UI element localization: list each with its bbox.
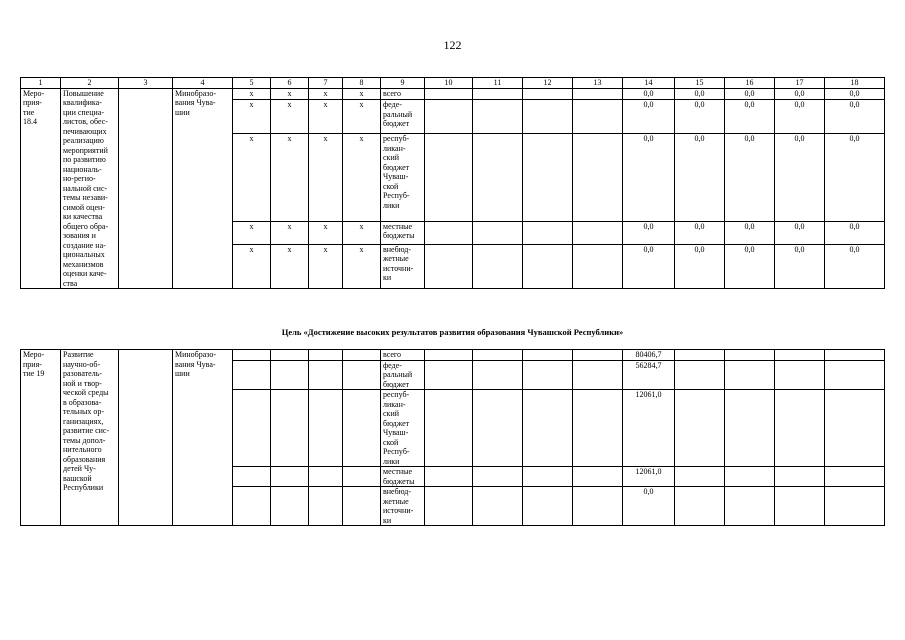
empty-cell bbox=[425, 467, 473, 487]
value-v17 bbox=[775, 390, 825, 467]
value-v18: 0,0 bbox=[825, 244, 885, 288]
code-cell: х bbox=[343, 134, 381, 222]
funding-source: местные бюджеты bbox=[381, 467, 425, 487]
empty-cell bbox=[473, 100, 523, 134]
funding-source: внебюд- жетные источни- ки bbox=[381, 244, 425, 288]
col-3 bbox=[119, 88, 173, 289]
value-v17 bbox=[775, 487, 825, 526]
value-v17: 0,0 bbox=[775, 244, 825, 288]
value-v17: 0,0 bbox=[775, 221, 825, 244]
value-v15 bbox=[675, 360, 725, 390]
activity-code: Меро- прия- тие 18.4 bbox=[21, 88, 61, 289]
header-col-13: 13 bbox=[573, 78, 623, 89]
funding-source: всего bbox=[381, 88, 425, 100]
code-cell bbox=[271, 467, 309, 487]
empty-cell bbox=[523, 350, 573, 361]
value-v17: 0,0 bbox=[775, 100, 825, 134]
header-col-18: 18 bbox=[825, 78, 885, 89]
value-v18: 0,0 bbox=[825, 221, 885, 244]
funding-source: феде- ральный бюджет bbox=[381, 360, 425, 390]
code-cell: х bbox=[309, 244, 343, 288]
value-v14: 56284,7 bbox=[623, 360, 675, 390]
empty-cell bbox=[425, 88, 473, 100]
column-number-row bbox=[21, 78, 885, 89]
empty-cell bbox=[425, 390, 473, 467]
empty-cell bbox=[573, 390, 623, 467]
empty-cell bbox=[573, 221, 623, 244]
header-col-4: 4 bbox=[173, 78, 233, 89]
value-v14: 12061,0 bbox=[623, 390, 675, 467]
value-v16 bbox=[725, 350, 775, 361]
empty-cell bbox=[523, 360, 573, 390]
empty-cell bbox=[425, 221, 473, 244]
empty-cell bbox=[523, 100, 573, 134]
code-cell: х bbox=[343, 221, 381, 244]
code-cell bbox=[343, 487, 381, 526]
header-col-2: 2 bbox=[61, 78, 119, 89]
code-cell: х bbox=[271, 221, 309, 244]
code-cell: х bbox=[233, 88, 271, 100]
code-cell: х bbox=[309, 221, 343, 244]
empty-cell bbox=[523, 487, 573, 526]
empty-cell bbox=[523, 221, 573, 244]
code-cell: х bbox=[343, 244, 381, 288]
value-v14: 80406,7 bbox=[623, 350, 675, 361]
value-v17 bbox=[775, 360, 825, 390]
value-v15: 0,0 bbox=[675, 100, 725, 134]
table-row bbox=[21, 88, 885, 100]
code-cell bbox=[309, 467, 343, 487]
header-col-14: 14 bbox=[623, 78, 675, 89]
value-v15 bbox=[675, 350, 725, 361]
value-v17 bbox=[775, 350, 825, 361]
value-v16 bbox=[725, 467, 775, 487]
value-v15 bbox=[675, 487, 725, 526]
value-v16 bbox=[725, 360, 775, 390]
value-v17 bbox=[775, 467, 825, 487]
empty-cell bbox=[573, 100, 623, 134]
code-cell bbox=[233, 390, 271, 467]
code-cell bbox=[233, 467, 271, 487]
activity-name: Повышение квалифика- ции специа- листов, обес- печивающих реализацию мероприятий по развитию националь- но-регио- нальной сис- темы незави- симой оцен- ки качества общего обра- зования и создание на- циональных механизмов оценки каче- ства bbox=[61, 88, 119, 289]
value-v14: 0,0 bbox=[623, 244, 675, 288]
value-v15: 0,0 bbox=[675, 221, 725, 244]
empty-cell bbox=[523, 467, 573, 487]
value-v14: 0,0 bbox=[623, 88, 675, 100]
empty-cell bbox=[473, 88, 523, 100]
code-cell: х bbox=[233, 244, 271, 288]
code-cell bbox=[309, 360, 343, 390]
empty-cell bbox=[473, 487, 523, 526]
header-col-7: 7 bbox=[309, 78, 343, 89]
header-col-6: 6 bbox=[271, 78, 309, 89]
activity-name: Развитие научно-об- разователь- ной и твор- ческой среды в образова- тельных ор- ганизациях, развитие сис- темы допол- нительного образования детей Чу- вашской Республики bbox=[61, 350, 119, 526]
code-cell bbox=[343, 390, 381, 467]
header-col-15: 15 bbox=[675, 78, 725, 89]
value-v16: 0,0 bbox=[725, 134, 775, 222]
value-v17: 0,0 bbox=[775, 88, 825, 100]
code-cell bbox=[233, 487, 271, 526]
code-cell: х bbox=[271, 88, 309, 100]
header-col-12: 12 bbox=[523, 78, 573, 89]
empty-cell bbox=[523, 134, 573, 222]
activity-code: Меро- прия- тие 19 bbox=[21, 350, 61, 526]
empty-cell bbox=[425, 100, 473, 134]
header-col-5: 5 bbox=[233, 78, 271, 89]
value-v15: 0,0 bbox=[675, 88, 725, 100]
code-cell bbox=[271, 390, 309, 467]
empty-cell bbox=[523, 244, 573, 288]
code-cell bbox=[309, 390, 343, 467]
value-v15: 0,0 bbox=[675, 134, 725, 222]
empty-cell bbox=[473, 390, 523, 467]
code-cell bbox=[309, 350, 343, 361]
value-v15: 0,0 bbox=[675, 244, 725, 288]
empty-cell bbox=[473, 360, 523, 390]
header-col-1: 1 bbox=[21, 78, 61, 89]
table-row bbox=[21, 350, 885, 361]
header-col-17: 17 bbox=[775, 78, 825, 89]
code-cell bbox=[343, 350, 381, 361]
empty-cell bbox=[425, 360, 473, 390]
page-number: 122 bbox=[443, 38, 462, 52]
empty-cell bbox=[473, 467, 523, 487]
value-v18: 0,0 bbox=[825, 100, 885, 134]
col-3 bbox=[119, 350, 173, 526]
funding-source: всего bbox=[381, 350, 425, 361]
code-cell bbox=[309, 487, 343, 526]
funding-source: респуб- ликан- ский бюджет Чуваш- ской Респуб- лики bbox=[381, 390, 425, 467]
funding-source: местные бюджеты bbox=[381, 221, 425, 244]
funding-source: респуб- ликан- ский бюджет Чуваш- ской Респуб- лики bbox=[381, 134, 425, 222]
value-v18 bbox=[825, 467, 885, 487]
code-cell: х bbox=[271, 134, 309, 222]
value-v15 bbox=[675, 467, 725, 487]
empty-cell bbox=[523, 88, 573, 100]
code-cell: х bbox=[233, 221, 271, 244]
code-cell bbox=[343, 360, 381, 390]
budget-table-bottom bbox=[20, 349, 885, 526]
value-v14: 0,0 bbox=[623, 487, 675, 526]
value-v18 bbox=[825, 390, 885, 467]
empty-cell bbox=[425, 487, 473, 526]
value-v16: 0,0 bbox=[725, 100, 775, 134]
empty-cell bbox=[425, 134, 473, 222]
empty-cell bbox=[573, 244, 623, 288]
value-v18 bbox=[825, 487, 885, 526]
code-cell: х bbox=[309, 100, 343, 134]
value-v16: 0,0 bbox=[725, 88, 775, 100]
code-cell: х bbox=[309, 88, 343, 100]
empty-cell bbox=[473, 244, 523, 288]
value-v15 bbox=[675, 390, 725, 467]
value-v18 bbox=[825, 360, 885, 390]
code-cell: х bbox=[343, 100, 381, 134]
code-cell bbox=[271, 487, 309, 526]
budget-table-top bbox=[20, 77, 885, 289]
code-cell bbox=[271, 360, 309, 390]
code-cell bbox=[233, 360, 271, 390]
header-col-8: 8 bbox=[343, 78, 381, 89]
value-v16: 0,0 bbox=[725, 221, 775, 244]
funding-source: внебюд- жетные источни- ки bbox=[381, 487, 425, 526]
header-col-10: 10 bbox=[425, 78, 473, 89]
value-v16: 0,0 bbox=[725, 244, 775, 288]
header-col-16: 16 bbox=[725, 78, 775, 89]
value-v18 bbox=[825, 350, 885, 361]
code-cell: х bbox=[233, 134, 271, 222]
executor: Минобразо- вания Чува- шии bbox=[173, 88, 233, 289]
value-v18: 0,0 bbox=[825, 88, 885, 100]
empty-cell bbox=[473, 350, 523, 361]
header-col-9: 9 bbox=[381, 78, 425, 89]
code-cell bbox=[233, 350, 271, 361]
empty-cell bbox=[573, 134, 623, 222]
empty-cell bbox=[573, 360, 623, 390]
code-cell: х bbox=[233, 100, 271, 134]
executor: Минобразо- вания Чува- шии bbox=[173, 350, 233, 526]
value-v16 bbox=[725, 487, 775, 526]
code-cell bbox=[343, 467, 381, 487]
code-cell bbox=[271, 350, 309, 361]
value-v18: 0,0 bbox=[825, 134, 885, 222]
value-v14: 12061,0 bbox=[623, 467, 675, 487]
empty-cell bbox=[473, 134, 523, 222]
code-cell: х bbox=[271, 100, 309, 134]
funding-source: феде- ральный бюджет bbox=[381, 100, 425, 134]
header-col-3: 3 bbox=[119, 78, 173, 89]
code-cell: х bbox=[343, 88, 381, 100]
value-v16 bbox=[725, 390, 775, 467]
value-v17: 0,0 bbox=[775, 134, 825, 222]
empty-cell bbox=[425, 350, 473, 361]
value-v14: 0,0 bbox=[623, 221, 675, 244]
header-col-11: 11 bbox=[473, 78, 523, 89]
empty-cell bbox=[573, 88, 623, 100]
empty-cell bbox=[573, 350, 623, 361]
value-v14: 0,0 bbox=[623, 134, 675, 222]
code-cell: х bbox=[271, 244, 309, 288]
empty-cell bbox=[523, 390, 573, 467]
value-v14: 0,0 bbox=[623, 100, 675, 134]
code-cell: х bbox=[309, 134, 343, 222]
empty-cell bbox=[425, 244, 473, 288]
empty-cell bbox=[573, 467, 623, 487]
empty-cell bbox=[473, 221, 523, 244]
empty-cell bbox=[573, 487, 623, 526]
goal-heading: Цель «Достижение высоких результатов развития образования Чувашской Республики» bbox=[281, 327, 624, 337]
